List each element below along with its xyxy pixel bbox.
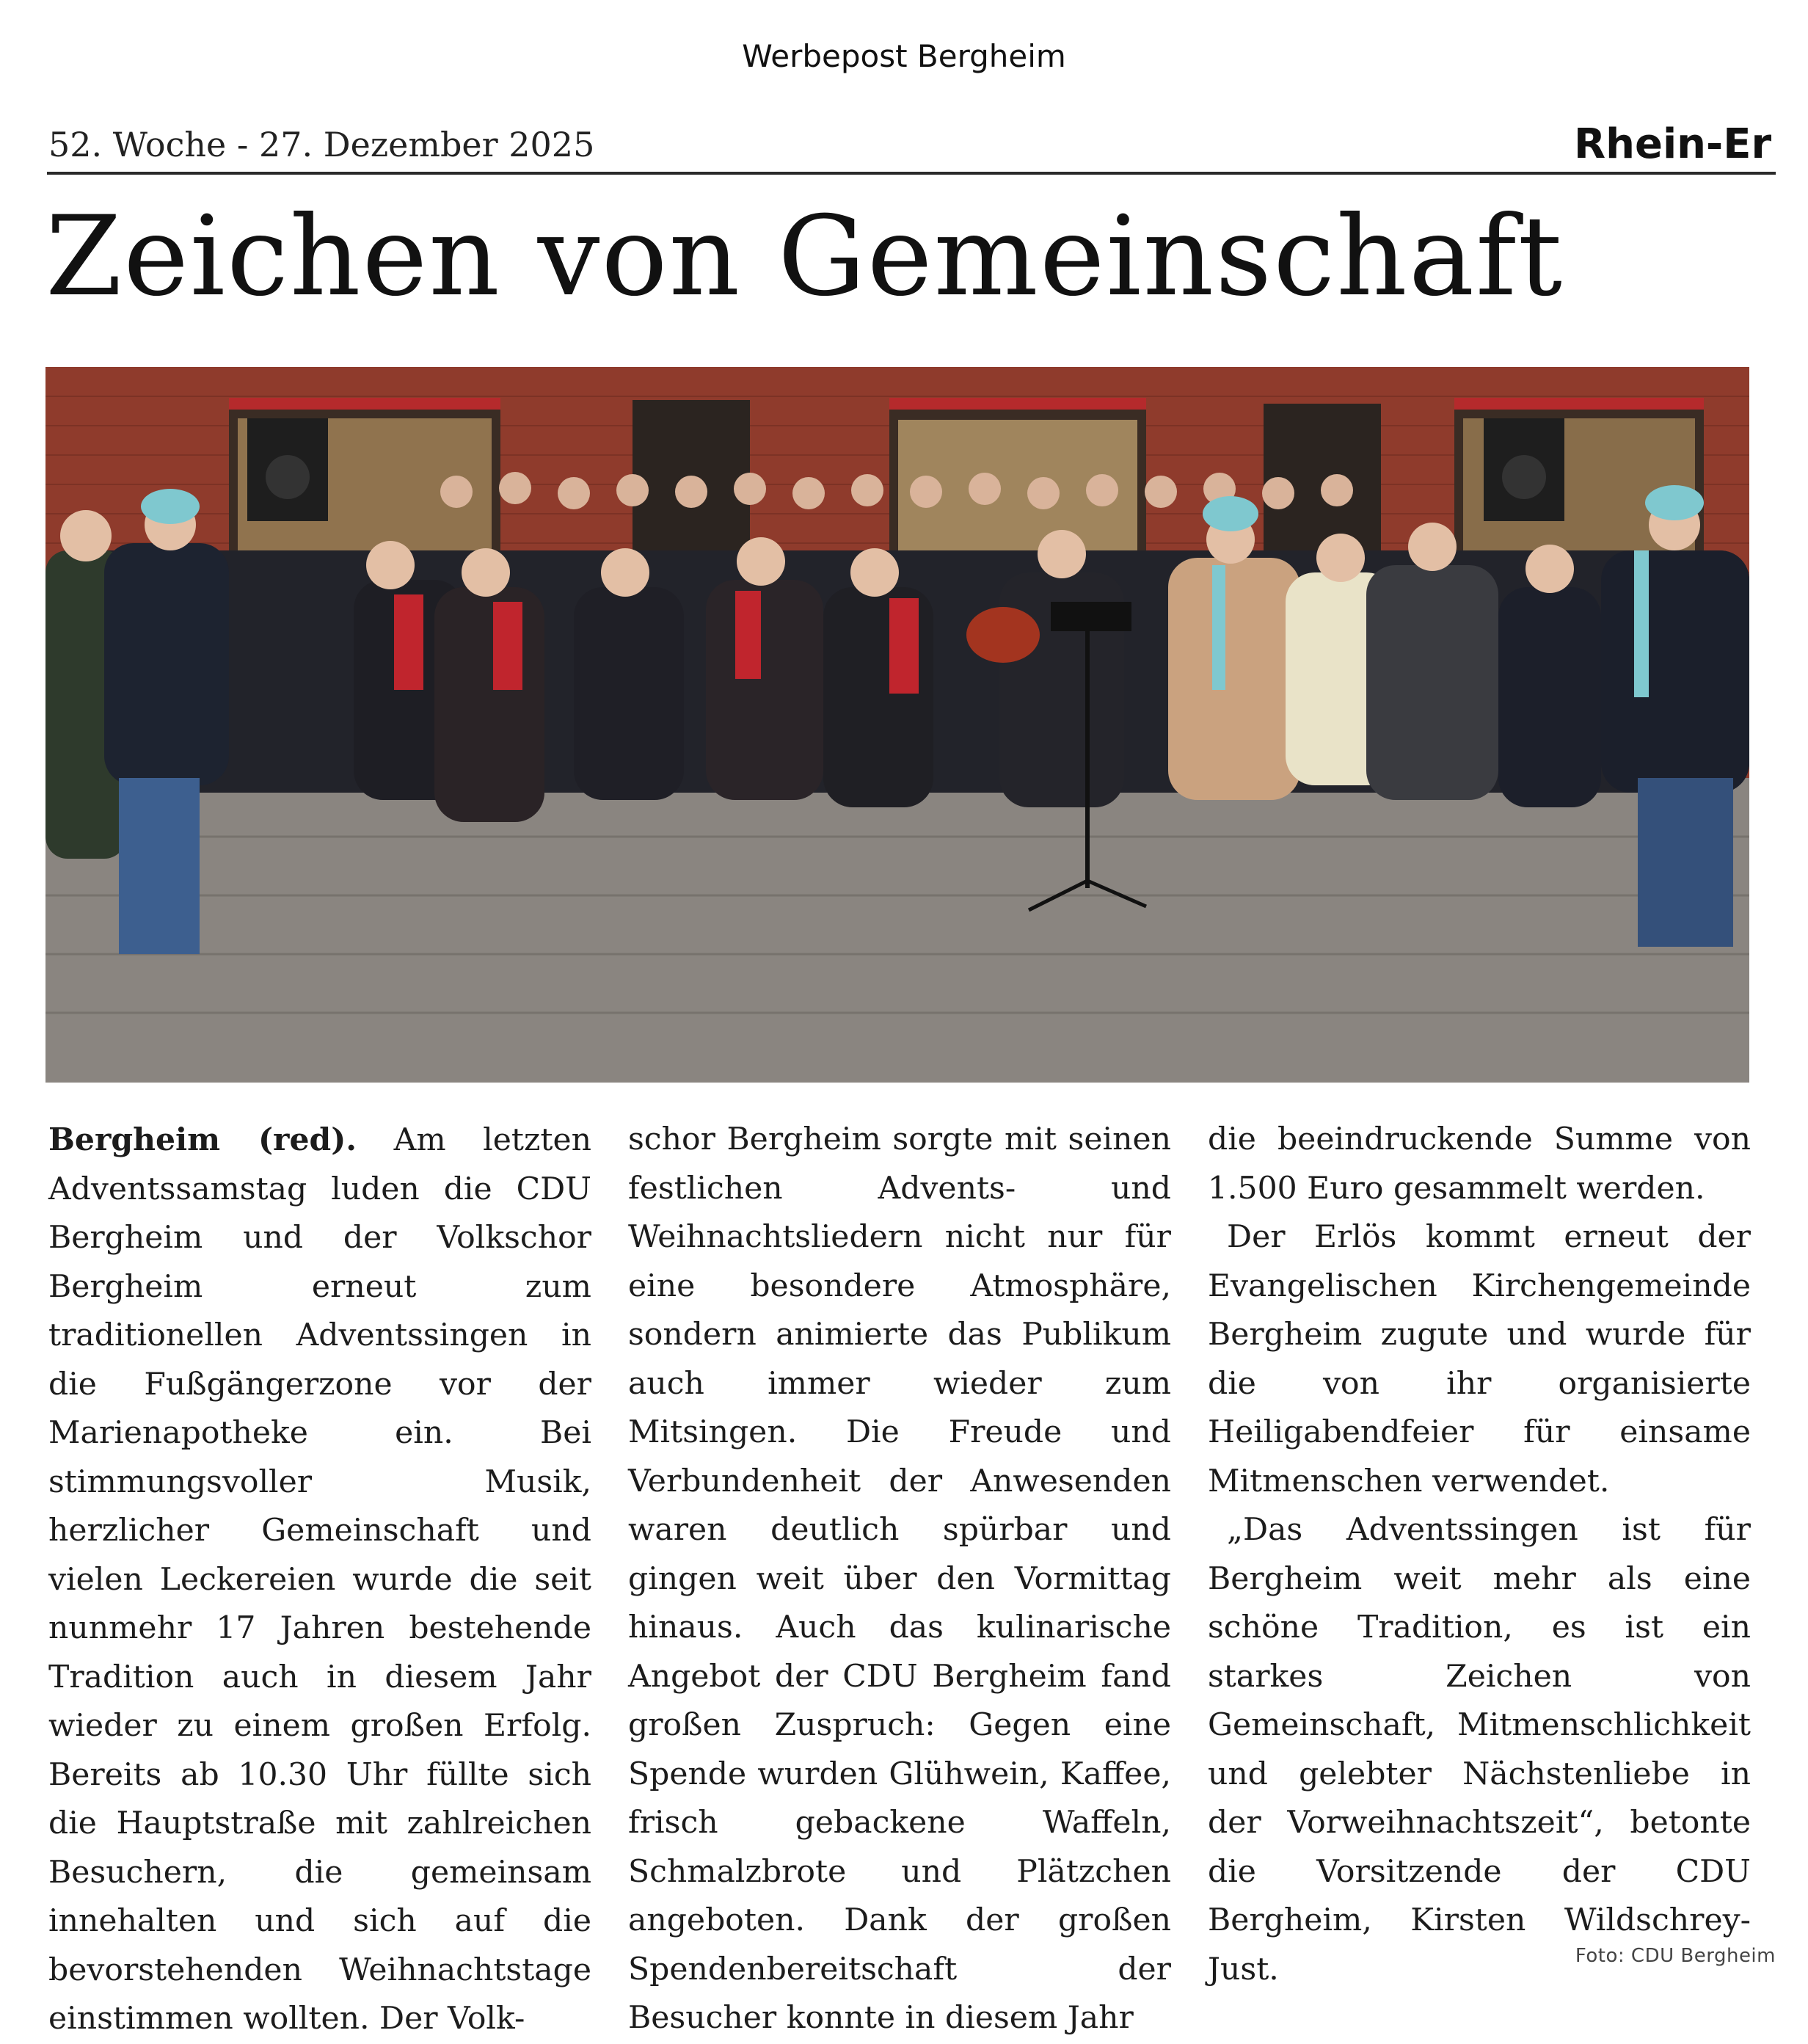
column-3-paragraph-2: Der Erlös kommt erneut der Evangelischen Kirchengemeinde Bergheim zugute und wurde für die von ihr organisierte Heiligabendfeier für einsame Mitmenschen verwendet. — [1208, 1219, 1751, 1499]
column-1-text: Am letzten Adventssamstag luden die CDU Bergheim und der Volkschor Bergheim erneut zum traditionellen Adventssingen in die Fußgängerzone vor der Marienapotheke ein. Bei stimmungsvoller Musik, herzlicher Gemeinschaft und vielen Leckereien wurde die seit nunmehr 17 Jahren bestehende Tradition auch in diesem Jahr wieder zu einem großen Erfolg. Bereits ab 10.30 Uhr füllte sich die Hauptstraße mit zahlreichen Besuchern, die gemeinsam innehalten und sich auf die bevorstehenden Weihnachtstage einstimmen wollten. Der Volk- — [48, 1122, 591, 2037]
column-3-paragraph-1: die beeindruckende Summe von 1.500 Euro gesammelt werden. — [1208, 1121, 1751, 1207]
column-2-text: schor Bergheim sorgte mit seinen festlichen Advents- und Weihnachtsliedern nicht nur für eine besondere Atmosphäre, sondern animierte das Publikum auch immer wieder zum Mitsingen. Die Freude und Verbundenheit der Anwesenden waren deutlich spürbar und gingen weit über den Vormittag hinaus. Auch das kulinarische Angebot der CDU Bergheim fand großen Zuspruch: Gegen eine Spende wurden Glühwein, Kaffee, frisch gebackene Waffeln, Schmalzbrote und Plätzchen angeboten. Dank der großen Spendenbereitschaft der Besucher konnte in diesem Jahr — [628, 1121, 1171, 2036]
article-body — [48, 1116, 1751, 2037]
article-photo — [45, 367, 1749, 1083]
article-lead: Bergheim (red). — [48, 1121, 357, 1158]
header-rule — [47, 172, 1776, 175]
article-headline: Zeichen von Gemeinschaft — [45, 193, 1564, 321]
newspaper-clipping — [37, 110, 1776, 2037]
photo-credit: Foto: CDU Bergheim — [1575, 1945, 1776, 1967]
column-3-paragraph-3: „Das Adventssingen ist für Bergheim weit mehr als eine schöne Tradition, es ist ein starkes Zeichen von Gemeinschaft, Mitmenschlichkeit und gelebter Nächstenliebe in der Vorweihnachtszeit“, betonte die Vorsitzende der CDU Bergheim, Kirsten Wildschrey-Just. — [1208, 1512, 1751, 1987]
issue-dateline: 52. Woche - 27. Dezember 2025 — [48, 125, 595, 164]
source-label: Werbepost Bergheim — [742, 38, 1066, 74]
article-column-1 — [48, 1116, 591, 2037]
region-masthead: Rhein-Er — [1574, 120, 1772, 168]
article-column-3 — [1208, 1116, 1751, 1996]
article-column-2 — [628, 1116, 1171, 2036]
